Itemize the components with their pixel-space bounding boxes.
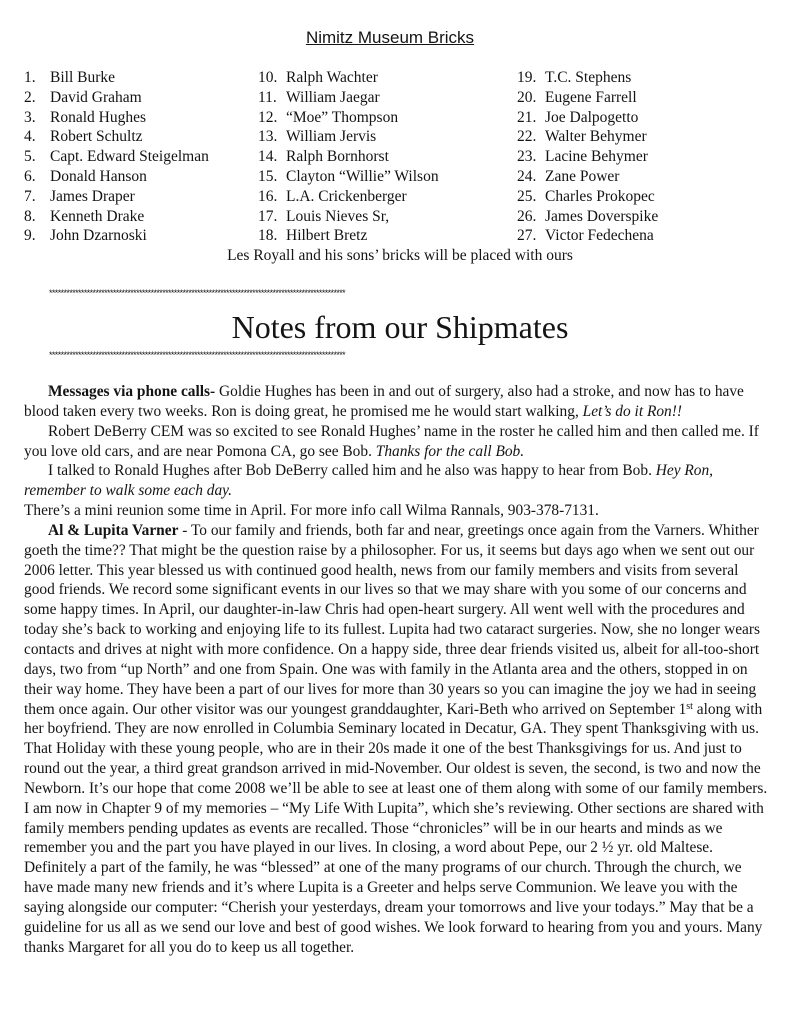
- brick-name: Ralph Wachter: [286, 69, 378, 86]
- bricks-column-2: [258, 68, 439, 246]
- brick-item: [517, 108, 658, 128]
- brick-number: 23.: [517, 148, 537, 166]
- brick-number: 9.: [24, 227, 36, 245]
- brick-name: Victor Fedechena: [545, 227, 654, 245]
- brick-item: [24, 88, 209, 108]
- bricks-column-1: [24, 68, 209, 246]
- brick-number: 1.: [24, 69, 36, 86]
- brick-number: 15.: [258, 167, 278, 185]
- brick-number: 3.: [24, 108, 36, 126]
- brick-item: [258, 147, 439, 167]
- brick-item: [24, 226, 209, 246]
- note-text: Robert DeBerry CEM was so excited to see Ronald Hughes’ name in the roster he called him and then called me. If you love old cars, and are near Pomona CA, go see Bob.: [24, 422, 759, 460]
- brick-name: James Draper: [50, 187, 135, 205]
- bricks-note: Les Royall and his sons’ bricks will be placed with ours: [227, 247, 573, 264]
- note-italic: Let’s do it Ron!!: [582, 402, 682, 420]
- brick-name: Walter Behymer: [545, 128, 647, 146]
- notes-body: [24, 382, 768, 957]
- brick-name: Ralph Bornhorst: [286, 148, 389, 166]
- brick-item: [258, 68, 439, 88]
- brick-number: 16.: [258, 187, 278, 205]
- brick-name: Bill Burke: [50, 69, 116, 86]
- brick-item: [24, 167, 209, 187]
- brick-name: Capt. Edward Steigelman: [50, 148, 209, 166]
- brick-name: Donald Hanson: [50, 167, 147, 185]
- brick-name: “Moe” Thompson: [286, 108, 399, 126]
- brick-number: 10.: [258, 69, 278, 86]
- brick-name: David Graham: [50, 88, 142, 106]
- brick-item: [24, 187, 209, 207]
- note-text: I talked to Ronald Hughes after Bob DeBerry called him and he also was happy to hear from Bob.: [48, 462, 656, 480]
- brick-item: [258, 88, 439, 108]
- brick-name: Zane Power: [545, 167, 620, 185]
- brick-name: William Jaegar: [286, 88, 380, 106]
- bricks-title: Nimitz Museum Bricks: [305, 28, 475, 47]
- brick-item: [258, 127, 439, 147]
- brick-item: [517, 88, 658, 108]
- brick-item: [517, 167, 658, 187]
- note-text: along with her boyfriend. They are now enrolled in Columbia Seminary located in Decatur, GA. They spent Thanksgiving with us. That Holiday with these young people, who are in their 20s made it one of the best Thanksgivings for us. And just to round out the year, a third great grandson arrived in mid-November. Our oldest is seven, the second, is two and now the Newborn. It’s our hope that come 2008 we’ll be able to see at least one of them along with some of our family members. I am now in Chapter 9 of my memories – “My Life With Lupita”, which she’s reviewing. Other sections are shared with family members pending updates as events are recalled. Those “chronicles” will be in our hearts and minds as we remember you and the part you have played in our lives. In closing, a word about Pepe, our 2 ½ yr. old Maltese. Definitely a part of the family, he was “blessed” at one of the many programs of our church. Through the church, we have made many new friends and it’s where Lupita is a Greeter and helps serve Communion. We leave you with the saying alongside our computer: “Cherish your yesterdays, dream your tomorrows and live your todays.” May that be a guideline for us all as we send our love and best of good wishes. We look forward to hearing from you and yours. Many thanks Margaret for all you do to keep us all together.: [24, 700, 768, 956]
- brick-name: Robert Schultz: [50, 128, 143, 146]
- note-text: - To our family and friends, both far and near, greetings once again from the Varners. Whither goeth the time?? That might be the question raise by a philosopher. For us, it seems but days ago when we sent out our 2006 letter. This year blessed us with continued good health, news from our family members and visits from several good friends. We record some significant events in our lives so that we may share with you some of our concerns and some happy times. In April, our daughter-in-law Chris had open-heart surgery. All went well with the procedures and today she’s back to working and enjoying life to its fullest. Lupita had two cataract surgeries. Now, she no longer wears contacts and drives at night with more confidence. On a happy side, three dear friends visited us, albeit for all-too-short days, two from “up North” and one from Spain. One was with family in the Atlanta area and the others, stopped in on their way home. They have been a part of our lives for more than 30 years so you can imagine the joy we had in seeing them once again. Our other visitor was our youngest granddaughter, Kari-Beth who arrived on September 1: [24, 521, 760, 718]
- brick-number: 24.: [517, 167, 537, 185]
- brick-name: Joe Dalpogetto: [545, 108, 639, 126]
- brick-item: [24, 127, 209, 147]
- brick-number: 25.: [517, 187, 537, 205]
- note-lead: Al & Lupita Varner: [48, 521, 179, 539]
- brick-number: 6.: [24, 167, 36, 185]
- brick-item: [24, 108, 209, 128]
- brick-item: [258, 167, 439, 187]
- brick-name: Eugene Farrell: [545, 88, 637, 106]
- brick-item: [24, 147, 209, 167]
- brick-number: 20.: [517, 88, 537, 106]
- brick-number: 14.: [258, 148, 278, 166]
- note-hughes-call: [24, 461, 768, 501]
- brick-name: James Doverspike: [545, 207, 659, 225]
- note-phone-calls: [24, 382, 768, 422]
- brick-number: 19.: [517, 69, 537, 86]
- note-italic: Hey Ron, remember to walk some each day.: [24, 462, 714, 500]
- brick-item: [517, 68, 658, 88]
- brick-item: [517, 187, 658, 207]
- brick-number: 22.: [517, 128, 537, 146]
- brick-item: [24, 207, 209, 227]
- brick-name: William Jervis: [286, 128, 377, 146]
- brick-number: 4.: [24, 128, 36, 146]
- brick-item: [517, 127, 658, 147]
- brick-name: Clayton “Willie” Wilson: [286, 167, 439, 185]
- brick-name: Charles Prokopec: [545, 187, 655, 205]
- brick-item: [258, 187, 439, 207]
- brick-item: [517, 147, 658, 167]
- brick-number: 26.: [517, 207, 537, 225]
- brick-item: [517, 226, 658, 246]
- brick-number: 27.: [517, 227, 537, 245]
- brick-name: T.C. Stephens: [545, 69, 632, 86]
- brick-number: 11.: [258, 88, 277, 106]
- brick-name: Kenneth Drake: [50, 207, 145, 225]
- brick-name: L.A. Crickenberger: [286, 187, 407, 205]
- note-text: Goldie Hughes has been in and out of surgery, also had a stroke, and now has to have blood taken every two weeks. Ron is doing great, he promised me he would start walking,: [24, 383, 744, 420]
- brick-number: 18.: [258, 227, 278, 245]
- note-varner-letter: [24, 521, 768, 958]
- brick-name: Ronald Hughes: [50, 108, 147, 126]
- note-deberry: [24, 422, 768, 462]
- brick-number: 12.: [258, 108, 278, 126]
- brick-item: [258, 207, 439, 227]
- section-heading: Notes from our Shipmates: [231, 309, 569, 345]
- brick-number: 21.: [517, 108, 537, 126]
- brick-number: 17.: [258, 207, 278, 225]
- brick-number: 8.: [24, 207, 36, 225]
- brick-item: [517, 207, 658, 227]
- brick-number: 5.: [24, 148, 36, 166]
- brick-name: Lacine Behymer: [545, 148, 648, 166]
- brick-number: 7.: [24, 187, 36, 205]
- bricks-column-3: [517, 68, 658, 246]
- brick-number: 2.: [24, 88, 36, 106]
- brick-name: John Dzarnoski: [50, 227, 147, 245]
- separator-top: ******************************************************************************************************: [49, 288, 346, 298]
- note-italic: Thanks for the call Bob.: [375, 442, 525, 460]
- brick-name: Hilbert Bretz: [286, 227, 368, 245]
- note-reunion: There’s a mini reunion some time in April. For more info call Wilma Rannals, 903-378-7131.: [24, 502, 599, 520]
- separator-bottom: ******************************************************************************************************: [49, 350, 346, 360]
- brick-name: Louis Nieves Sr,: [286, 207, 390, 225]
- brick-item: [24, 68, 209, 88]
- brick-number: 13.: [258, 128, 278, 146]
- brick-item: [258, 226, 439, 246]
- note-lead: Messages via phone calls-: [48, 383, 216, 400]
- brick-item: [258, 108, 439, 128]
- ordinal-suffix: st: [686, 700, 693, 712]
